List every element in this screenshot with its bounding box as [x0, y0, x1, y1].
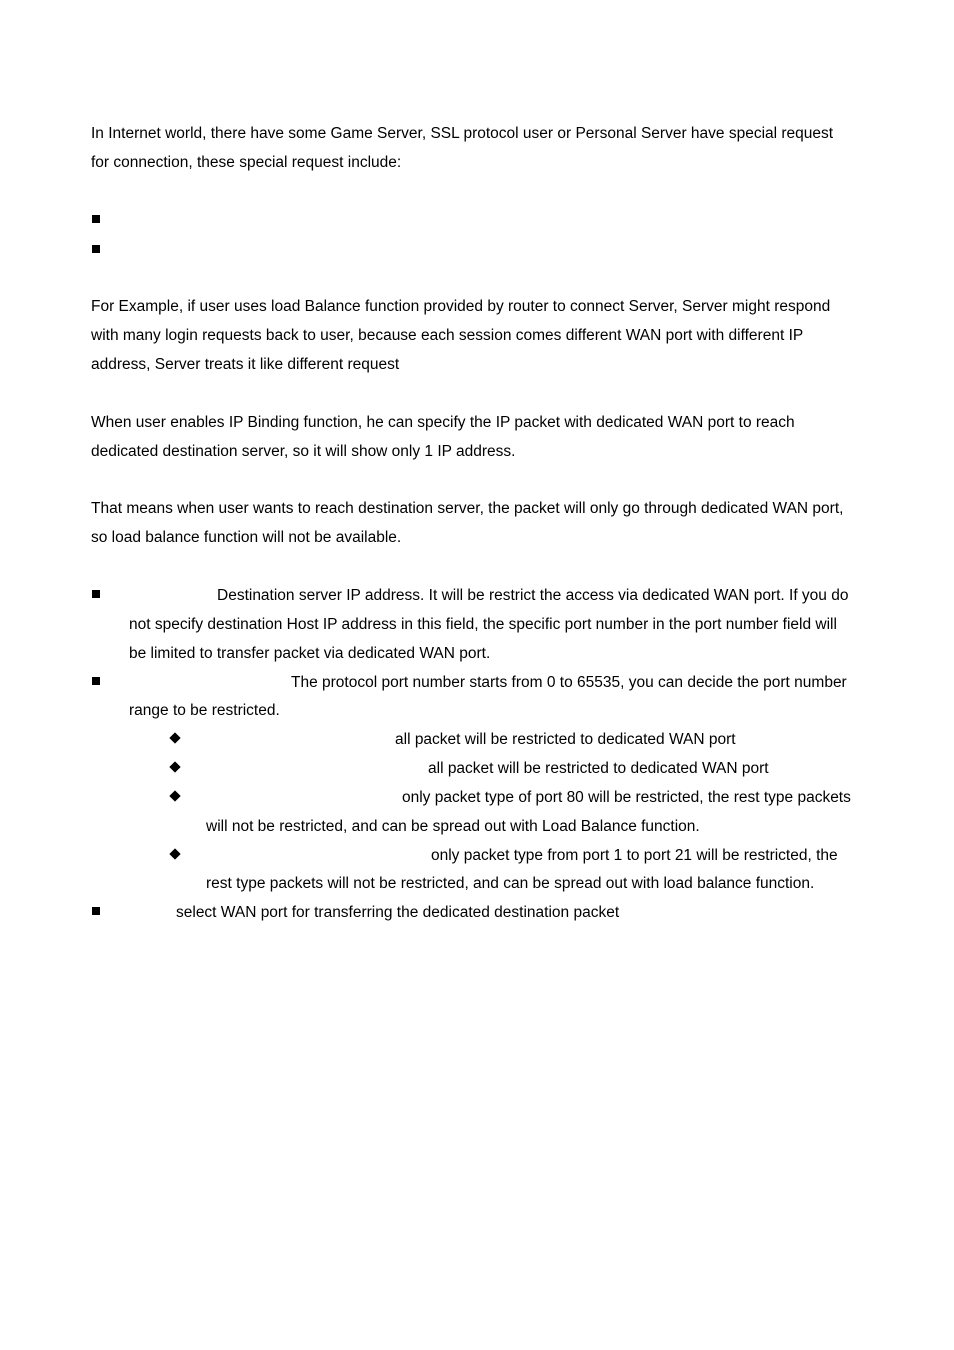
diamond-bullet-icon	[169, 732, 180, 743]
sub-d-line-1: only packet type from port 1 to port 21 will be restricted, the	[431, 847, 838, 864]
example-line-2: with many login requests back to user, because each session comes different WAN port with different IP	[91, 327, 804, 344]
dest-line-3: be limited to transfer packet via dedicated WAN port.	[129, 645, 491, 662]
diamond-bullet-icon	[169, 848, 180, 859]
square-bullet-icon	[92, 590, 100, 598]
example-line-3: address, Server treats it like different request	[91, 356, 400, 373]
binding-line-2: dedicated destination server, so it will show only 1 IP address.	[91, 443, 516, 460]
sub-a: all packet will be restricted to dedicated WAN port	[395, 731, 736, 748]
dest-line-1: Destination server IP address. It will be restrict the access via dedicated WAN port. If you do	[217, 587, 849, 604]
square-bullet-icon	[92, 907, 100, 915]
intro-line-2: for connection, these special request include:	[91, 154, 402, 171]
means-line-1: That means when user wants to reach destination server, the packet will only go through dedicated WAN port,	[91, 500, 844, 517]
square-bullet-icon	[92, 677, 100, 685]
means-line-2: so load balance function will not be available.	[91, 529, 402, 546]
wan-line-1: select WAN port for transferring the dedicated destination packet	[176, 904, 620, 921]
diamond-bullet-icon	[169, 790, 180, 801]
example-line-1: For Example, if user uses load Balance function provided by router to connect Server, Server might respond	[91, 298, 831, 315]
sub-c-line-2: will not be restricted, and can be spread out with Load Balance function.	[206, 818, 700, 835]
sub-d-line-2: rest type packets will not be restricted, and can be spread out with load balance function.	[206, 875, 815, 892]
square-bullet-icon	[92, 215, 100, 223]
binding-line-1: When user enables IP Binding function, he can specify the IP packet with dedicated WAN port to reach	[91, 414, 795, 431]
sub-c-line-1: only packet type of port 80 will be restricted, the rest type packets	[402, 789, 851, 806]
dest-line-2: not specify destination Host IP address in this field, the specific port number in the port number field will	[129, 616, 837, 633]
port-line-1: The protocol port number starts from 0 to 65535, you can decide the port number	[291, 674, 847, 691]
square-bullet-icon	[92, 245, 100, 253]
port-line-2: range to be restricted.	[129, 702, 280, 719]
diamond-bullet-icon	[169, 761, 180, 772]
sub-b: all packet will be restricted to dedicated WAN port	[428, 760, 769, 777]
intro-line-1: In Internet world, there have some Game Server, SSL protocol user or Personal Server have special request	[91, 125, 834, 142]
